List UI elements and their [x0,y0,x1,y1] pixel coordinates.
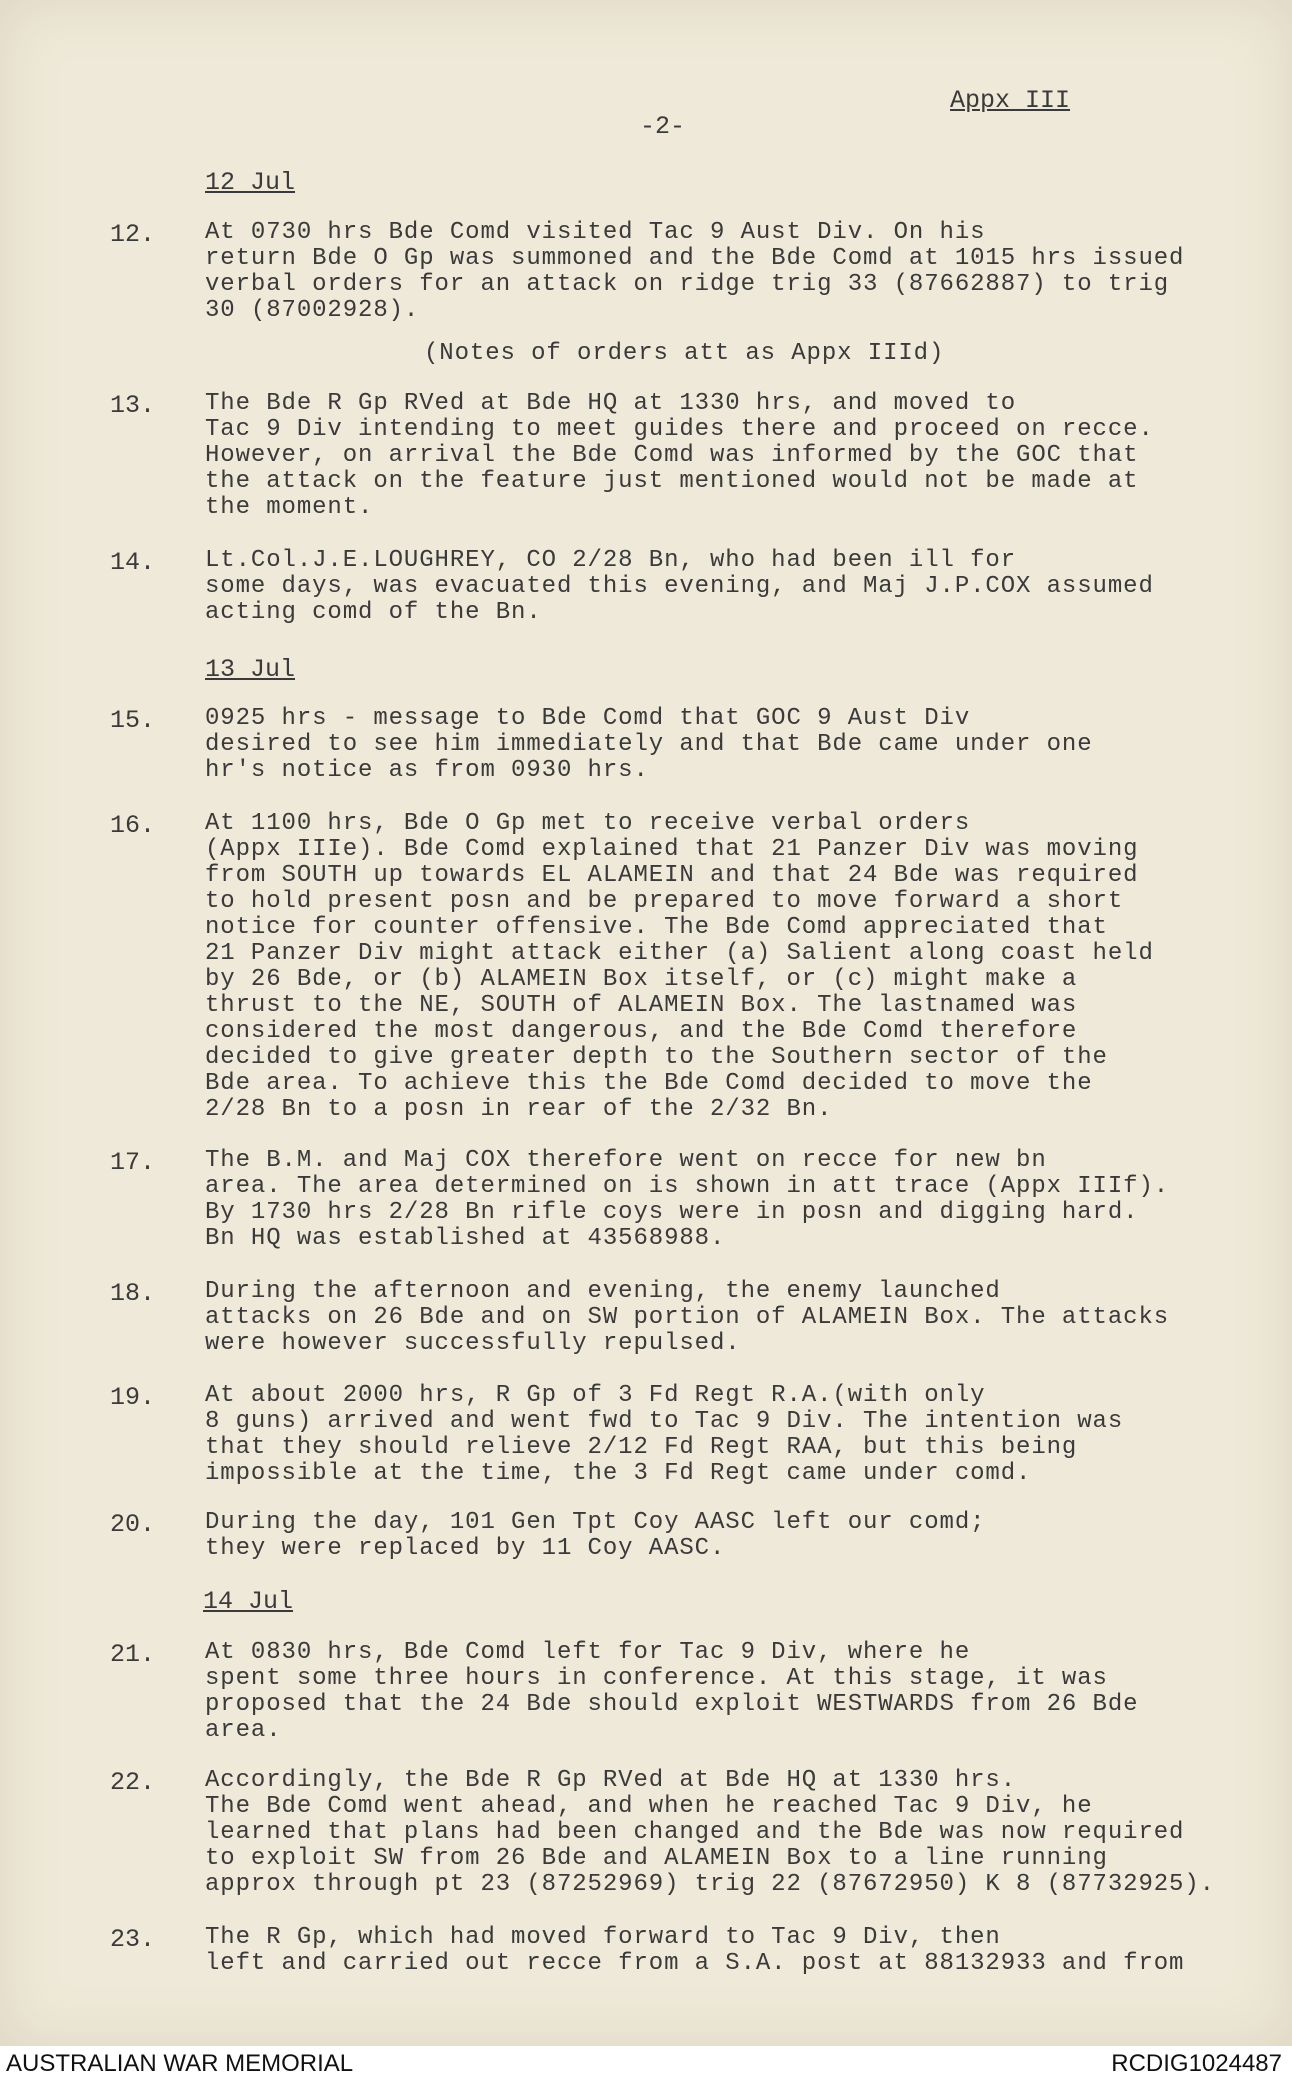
paragraph-number: 22. [110,1768,156,1797]
paragraph-number: 15. [110,706,156,735]
footer-record-id: RCDIG1024487 [1111,2050,1282,2077]
paragraph-number: 18. [110,1279,156,1308]
paragraph-text: At 1100 hrs, Bde O Gp met to receive verbal orders (Appx IIIe). Bde Comd explained that 21 Panzer Div was moving from SOUTH up towards EL ALAMEIN and that 24 Bde was required to hold present posn and be prepared to move forward a short notice for counter offensive. The Bde Comd appreciated that 21 Panzer Div might attack either (a) Salient along coast held by 26 Bde, or (b) ALAMEIN Box itself, or (c) might make a thrust to the NE, SOUTH of ALAMEIN Box. The lastnamed was considered the most dangerous, and the Bde Comd therefore decided to give greater depth to the Southern sector of the Bde area. To achieve this the Bde Comd decided to move the 2/28 Bn to a posn in rear of the 2/32 Bn. [205,810,1154,1123]
paragraph-number: 14. [110,548,156,577]
paragraph-number: 21. [110,1640,156,1669]
page-number: -2- [640,112,686,141]
paragraph-text: At 0730 hrs Bde Comd visited Tac 9 Aust Div. On his return Bde O Gp was summoned and the Bde Comd at 1015 hrs issued verbal orders for an attack on ridge trig 33 (87662887) to trig 30 (87002928). [205,219,1185,324]
orders-note: (Notes of orders att as Appx IIId) [424,340,945,367]
paragraph-text: The Bde R Gp RVed at Bde HQ at 1330 hrs, and moved to Tac 9 Div intending to meet guides there and proceed on recce. However, on arrival the Bde Comd was informed by the GOC that the attack on the feature just mentioned would not be made at the moment. [205,390,1154,521]
paragraph-text: The B.M. and Maj COX therefore went on recce for new bn area. The area determined on is shown in att trace (Appx IIIf). By 1730 hrs 2/28 Bn rifle coys were in posn and digging hard. Bn HQ was established at 43568988. [205,1147,1170,1252]
paragraph-text: 0925 hrs - message to Bde Comd that GOC 9 Aust Div desired to see him immediately and that Bde came under one hr's notice as from 0930 hrs. [205,705,1093,784]
paragraph-number: 23. [110,1925,156,1954]
date-heading-14-jul: 14 Jul [203,1587,294,1616]
paragraph-text: Lt.Col.J.E.LOUGHREY, CO 2/28 Bn, who had been ill for some days, was evacuated this evening, and Maj J.P.COX assumed acting comd of the Bn. [205,547,1154,626]
date-heading-13-jul: 13 Jul [205,655,296,684]
paragraph-text: At 0830 hrs, Bde Comd left for Tac 9 Div, where he spent some three hours in conference. At this stage, it was proposed that the 24 Bde should exploit WESTWARDS from 26 Bde area. [205,1639,1139,1744]
paragraph-text: During the afternoon and evening, the enemy launched attacks on 26 Bde and on SW portion of ALAMEIN Box. The attacks were however successfully repulsed. [205,1278,1170,1357]
appendix-label: Appx III [950,86,1071,115]
footer-source: AUSTRALIAN WAR MEMORIAL [6,2050,354,2077]
paragraph-text: At about 2000 hrs, R Gp of 3 Fd Regt R.A.(with only 8 guns) arrived and went fwd to Tac 9 Div. The intention was that they should relieve 2/12 Fd Regt RAA, but this being impossible at the time, the 3 Fd Regt came under comd. [205,1382,1124,1487]
paragraph-number: 17. [110,1148,156,1177]
paragraph-text: The R Gp, which had moved forward to Tac 9 Div, then left and carried out recce from a S.A. post at 88132933 and from [205,1924,1185,1977]
paragraph-number: 13. [110,391,156,420]
paragraph-number: 16. [110,811,156,840]
paragraph-text: During the day, 101 Gen Tpt Coy AASC left our comd; they were replaced by 11 Coy AASC. [205,1509,986,1562]
paragraph-number: 20. [110,1510,156,1539]
paragraph-number: 12. [110,220,156,249]
paragraph-text: Accordingly, the Bde R Gp RVed at Bde HQ at 1330 hrs. The Bde Comd went ahead, and when he reached Tac 9 Div, he learned that plans had been changed and the Bde was now required to exploit SW from 26 Bde and ALAMEIN Box to a line running approx through pt 23 (87252969) trig 22 (87672950) K 8 (87732925). [205,1767,1215,1898]
paragraph-number: 19. [110,1383,156,1412]
date-heading-12-jul: 12 Jul [205,168,296,197]
